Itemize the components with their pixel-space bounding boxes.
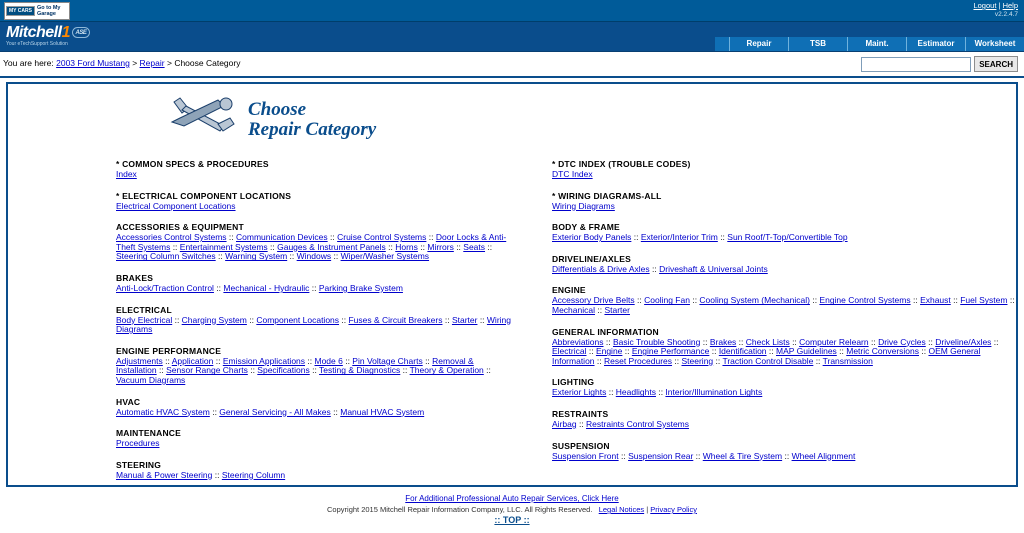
nav-left-cap-icon — [715, 37, 729, 51]
category-link-parking-brake-system[interactable]: Parking Brake System — [318, 282, 403, 293]
category-group-links — [116, 316, 512, 335]
category-link-steering[interactable]: Steering — [681, 355, 714, 366]
category-group-title: BRAKES — [116, 272, 154, 283]
top-right-links — [973, 1, 1018, 19]
category-link-mechanical[interactable]: Mechanical — [552, 304, 595, 315]
category-link-computer-relearn[interactable]: Computer Relearn — [799, 336, 869, 347]
category-group-links — [552, 420, 1016, 430]
category-link-engine-control-systems[interactable]: Engine Control Systems — [819, 295, 911, 306]
category-link-testing-diagnostics[interactable]: Testing & Diagnostics — [319, 365, 401, 376]
link-separator: :: — [618, 450, 629, 461]
page-title-text — [248, 100, 376, 140]
category-link-body-electrical[interactable]: Body Electrical — [116, 314, 173, 325]
link-separator: :: — [305, 355, 315, 366]
category-link-engine[interactable]: Engine — [595, 346, 623, 357]
link-separator: :: — [606, 387, 616, 398]
category-link-restraints-control-systems[interactable]: Restraints Control Systems — [586, 418, 690, 429]
category-link-wheel-alignment[interactable]: Wheel Alignment — [791, 450, 856, 461]
category-link-basic-trouble-shooting[interactable]: Basic Trouble Shooting — [612, 336, 701, 347]
category-link-seats[interactable]: Seats — [463, 241, 486, 252]
link-separator: :: — [212, 469, 222, 480]
link-separator: :: — [910, 295, 921, 306]
category-group-links — [116, 170, 512, 180]
category-link-vacuum-diagrams[interactable]: Vacuum Diagrams — [116, 374, 186, 385]
category-link-starter[interactable]: Starter — [604, 304, 630, 315]
category-link-steering-column[interactable]: Steering Column — [221, 469, 286, 480]
category-group-title: ENGINE PERFORMANCE — [116, 345, 222, 356]
tab-tsb[interactable]: TSB — [788, 37, 847, 51]
category-link-automatic-hvac-system[interactable]: Automatic HVAC System — [116, 406, 210, 417]
category-group-title: * ELECTRICAL COMPONENT LOCATIONS — [116, 190, 292, 201]
link-separator: :: — [339, 314, 349, 325]
category-group-title: STEERING — [116, 459, 162, 470]
link-separator: :: — [713, 355, 723, 366]
link-separator: :: — [919, 346, 929, 357]
category-link-sun-roof-t-top-convertible-top[interactable]: Sun Roof/T-Top/Convertible Top — [727, 232, 848, 243]
link-separator: :: — [709, 346, 719, 357]
category-link-drive-cycles[interactable]: Drive Cycles — [878, 336, 926, 347]
category-link-map-guidelines[interactable]: MAP Guidelines — [776, 346, 837, 357]
ase-badge: ASE — [72, 27, 90, 38]
category-link-dtc-index[interactable]: DTC Index — [552, 169, 593, 179]
category-link-procedures[interactable]: Procedures — [116, 438, 160, 449]
category-link-entertainment-systems[interactable]: Entertainment Systems — [179, 241, 268, 252]
link-separator: :: — [400, 365, 410, 376]
category-link-interior-illumination-lights[interactable]: Interior/Illumination Lights — [665, 387, 763, 398]
link-separator: :: — [287, 251, 297, 262]
link-separator: :: — [576, 418, 587, 429]
content-panel — [6, 82, 1018, 487]
category-link-index[interactable]: Index — [116, 169, 137, 179]
category-group-title: GENERAL INFORMATION — [552, 326, 659, 337]
category-group-engine — [552, 285, 1016, 315]
category-group-title: * WIRING DIAGRAMS-ALL — [552, 190, 662, 201]
link-separator: :: — [331, 251, 341, 262]
page-body — [0, 78, 1024, 526]
category-group-title: MAINTENANCE — [116, 428, 182, 439]
category-group-title: * COMMON SPECS & PROCEDURES — [116, 159, 269, 169]
breadcrumb-prefix: You are here: — [3, 58, 54, 68]
link-separator: :: — [170, 241, 180, 252]
pro-services-link[interactable]: For Additional Professional Auto Repair Services, Click Here — [405, 494, 619, 503]
tab-maint[interactable]: Maint. — [847, 37, 906, 51]
link-separator: :: — [309, 282, 319, 293]
category-link-headlights[interactable]: Headlights — [615, 387, 656, 398]
page-footer — [6, 487, 1018, 526]
link-separator: :: — [766, 346, 776, 357]
page-title — [8, 84, 1016, 149]
category-link-wheel-tire-system[interactable]: Wheel & Tire System — [702, 450, 783, 461]
category-link-exterior-body-panels[interactable]: Exterior Body Panels — [552, 232, 632, 243]
link-separator: :: — [209, 406, 220, 417]
category-link-wiring-diagrams[interactable]: Wiring Diagrams — [552, 200, 615, 211]
category-link-horns[interactable]: Horns — [395, 241, 418, 252]
category-group-driveline-axles — [552, 254, 1016, 275]
link-separator: :: — [634, 295, 645, 306]
category-group-links — [116, 357, 512, 386]
my-garage-label: Go to My Garage — [36, 5, 61, 17]
link-separator: :: — [215, 251, 226, 262]
link-separator: :: — [213, 282, 224, 293]
category-group-title: HVAC — [116, 396, 141, 407]
category-group-title: ENGINE — [552, 285, 586, 296]
link-separator: :: — [622, 346, 632, 357]
legal-separator: | — [646, 505, 649, 514]
category-link-adjustments[interactable]: Adjustments — [116, 355, 163, 366]
category-link-check-lists[interactable]: Check Lists — [745, 336, 790, 347]
link-separator: :: — [267, 241, 278, 252]
link-separator: :: — [693, 450, 703, 461]
category-link-cruise-control-systems[interactable]: Cruise Control Systems — [337, 232, 427, 243]
link-separator: :: — [1007, 295, 1015, 306]
help-link[interactable]: Help — [1002, 1, 1018, 10]
category-link-specifications[interactable]: Specifications — [257, 365, 310, 376]
link-separator: :: — [477, 314, 487, 325]
category-link-airbag[interactable]: Airbag — [552, 418, 577, 429]
link-separator: :: — [417, 241, 428, 252]
category-link-reset-procedures[interactable]: Reset Procedures — [603, 355, 673, 366]
breadcrumb-repair[interactable]: Repair — [139, 58, 165, 68]
category-link-traction-control-disable[interactable]: Traction Control Disable — [722, 355, 814, 366]
link-separator: :: — [789, 336, 800, 347]
search-area — [861, 56, 1018, 72]
category-link-wiper-washer-systems[interactable]: Wiper/Washer Systems — [340, 251, 430, 262]
link-separator: :: — [213, 355, 223, 366]
breadcrumb-bar — [0, 52, 1024, 78]
category-group-links — [116, 408, 512, 418]
category-link-windows[interactable]: Windows — [296, 251, 332, 262]
breadcrumb-vehicle[interactable]: 2003 Ford Mustang — [56, 58, 130, 68]
category-link-gauges-instrument-panels[interactable]: Gauges & Instrument Panels — [277, 241, 386, 252]
category-link-starter[interactable]: Starter — [451, 314, 478, 325]
category-group-electrical-component-locations — [116, 191, 512, 212]
brand-name: Mitchell — [6, 24, 62, 41]
link-separator: :: — [453, 241, 464, 252]
category-link-theory-operation[interactable]: Theory & Operation — [409, 365, 484, 376]
main-nav-tabs — [715, 37, 1024, 51]
mitchell-logo[interactable] — [6, 24, 90, 47]
link-separator: :: — [603, 336, 613, 347]
category-group-hvac — [116, 397, 512, 418]
link-separator: :: — [631, 232, 641, 243]
category-link-abbreviations[interactable]: Abbreviations — [552, 336, 604, 347]
category-group-links — [116, 202, 512, 212]
page-title-line-1: Choose — [248, 98, 307, 120]
category-group-common-specs-procedures — [116, 159, 512, 180]
breadcrumb-sep-2: > — [166, 58, 172, 68]
category-group-title: DRIVELINE/AXLES — [552, 253, 632, 264]
breadcrumb-sep-1: > — [132, 58, 138, 68]
category-group-engine-performance — [116, 346, 512, 386]
category-link-metric-conversions[interactable]: Metric Conversions — [846, 346, 919, 357]
breadcrumb — [3, 58, 240, 68]
link-separator: :: — [809, 295, 820, 306]
category-group-links — [552, 296, 1016, 315]
wrench-icon — [168, 96, 238, 143]
category-link-accessory-drive-belts[interactable]: Accessory Drive Belts — [552, 295, 635, 306]
category-group-links — [116, 471, 512, 481]
category-link-fuel-system[interactable]: Fuel System — [960, 295, 1008, 306]
category-link-cooling-system-mechanical[interactable]: Cooling System (Mechanical) — [699, 295, 810, 306]
category-link-cooling-fan[interactable]: Cooling Fan — [644, 295, 690, 306]
category-link-engine-performance[interactable]: Engine Performance — [631, 346, 710, 357]
category-link-emission-applications[interactable]: Emission Applications — [222, 355, 306, 366]
link-separator: :: — [672, 355, 682, 366]
link-separator: :: — [925, 336, 936, 347]
tab-repair[interactable]: Repair — [729, 37, 788, 51]
tab-worksheet[interactable]: Worksheet — [965, 37, 1024, 51]
category-group-dtc-index-trouble-codes — [552, 159, 1016, 180]
brand-tagline: Your eTechSupport Solution — [6, 41, 68, 47]
link-separator: :: — [689, 295, 700, 306]
category-group-links — [552, 233, 1016, 243]
link-separator: :: — [330, 406, 341, 417]
link-separator: :: — [172, 314, 182, 325]
category-group-steering — [116, 460, 512, 481]
link-separator: :: — [700, 336, 710, 347]
category-group-links — [116, 439, 512, 449]
category-link-suspension-front[interactable]: Suspension Front — [552, 450, 619, 461]
category-link-exterior-lights[interactable]: Exterior Lights — [552, 387, 607, 398]
link-separator: :: — [162, 355, 172, 366]
category-link-exhaust[interactable]: Exhaust — [920, 295, 951, 306]
category-group-links — [552, 202, 1016, 212]
category-link-general-servicing-all-makes[interactable]: General Servicing - All Makes — [219, 406, 331, 417]
category-group-title: ACCESSORIES & EQUIPMENT — [116, 222, 244, 233]
category-columns — [8, 149, 1016, 487]
left-column — [8, 159, 512, 487]
category-link-charging-system[interactable]: Charging System — [181, 314, 247, 325]
link-separator: :: — [717, 232, 728, 243]
link-separator: :: — [586, 346, 596, 357]
category-link-driveshaft-universal-joints[interactable]: Driveshaft & Universal Joints — [659, 263, 768, 274]
link-separator: :: — [442, 314, 452, 325]
category-group-lighting — [552, 377, 1016, 398]
page-title-line-2: Repair Category — [248, 118, 377, 140]
link-separator: :: — [485, 241, 493, 252]
category-group-title: * DTC INDEX (TROUBLE CODES) — [552, 159, 691, 169]
category-link-pin-voltage-charts[interactable]: Pin Voltage Charts — [352, 355, 423, 366]
my-garage-button[interactable] — [4, 2, 70, 20]
breadcrumb-current: Choose Category — [174, 58, 241, 68]
link-separator: :: — [247, 365, 258, 376]
link-separator: :: — [483, 365, 491, 376]
category-link-application[interactable]: Application — [171, 355, 214, 366]
category-group-brakes — [116, 273, 512, 294]
category-link-electrical[interactable]: Electrical — [552, 346, 587, 357]
category-group-links — [116, 284, 512, 294]
category-link-mechanical-hydraulic[interactable]: Mechanical - Hydraulic — [223, 282, 310, 293]
category-group-title: RESTRAINTS — [552, 408, 609, 419]
privacy-policy-link[interactable]: Privacy Policy — [650, 505, 697, 514]
category-link-mirrors[interactable]: Mirrors — [427, 241, 454, 252]
right-column — [512, 159, 1016, 487]
link-separator: :: — [426, 232, 436, 243]
category-link-manual-hvac-system[interactable]: Manual HVAC System — [340, 406, 425, 417]
category-link-oem-general-information[interactable]: OEM General Information — [552, 346, 981, 366]
category-group-title: SUSPENSION — [552, 440, 610, 451]
logout-link[interactable]: Logout — [973, 1, 997, 10]
link-separator: :: — [309, 365, 320, 376]
link-separator: :: — [246, 314, 257, 325]
category-group-links — [552, 388, 1016, 398]
category-link-brakes[interactable]: Brakes — [709, 336, 737, 347]
link-separator: :: — [991, 336, 999, 347]
category-link-removal-installation[interactable]: Removal & Installation — [116, 355, 474, 376]
link-separator: :: — [226, 232, 236, 243]
category-group-maintenance — [116, 428, 512, 449]
category-link-mode-6[interactable]: Mode 6 — [314, 355, 343, 366]
link-separator: :: — [649, 263, 660, 274]
category-link-steering-column-switches[interactable]: Steering Column Switches — [116, 251, 216, 262]
category-link-component-locations[interactable]: Component Locations — [256, 314, 340, 325]
link-separator: :: — [950, 295, 961, 306]
category-group-links — [552, 170, 1016, 180]
category-link-exterior-interior-trim[interactable]: Exterior/Interior Trim — [640, 232, 718, 243]
category-link-fuses-circuit-breakers[interactable]: Fuses & Circuit Breakers — [348, 314, 443, 325]
category-group-wiring-diagrams-all — [552, 191, 1016, 212]
legal-notices-link[interactable]: Legal Notices — [598, 505, 645, 514]
link-separator: :: — [655, 387, 666, 398]
category-group-links — [552, 452, 1016, 462]
category-link-accessories-control-systems[interactable]: Accessories Control Systems — [116, 232, 227, 243]
category-link-warning-system[interactable]: Warning System — [225, 251, 288, 262]
category-link-manual-power-steering[interactable]: Manual & Power Steering — [116, 469, 213, 480]
version-label: v2.2.4.7 — [994, 11, 1018, 18]
tab-estimator[interactable]: Estimator — [906, 37, 965, 51]
category-group-links — [116, 233, 512, 262]
copyright-text: Copyright 2015 Mitchell Repair Information Company, LLC. All Rights Reserved. — [327, 505, 593, 514]
link-separator: :: — [594, 355, 604, 366]
link-separator: :: — [422, 355, 433, 366]
my-cars-logo: MY CARS — [6, 6, 35, 16]
top-bar — [0, 0, 1024, 22]
category-group-electrical — [116, 305, 512, 335]
category-link-communication-devices[interactable]: Communication Devices — [236, 232, 328, 243]
link-separator: :: — [868, 336, 879, 347]
category-group-links — [552, 265, 1016, 275]
category-group-title: BODY & FRAME — [552, 222, 620, 233]
back-to-top-link[interactable]: :: TOP :: — [494, 515, 530, 525]
category-link-suspension-rear[interactable]: Suspension Rear — [628, 450, 694, 461]
brand-name-suffix: 1 — [61, 24, 70, 41]
link-separator: :: — [385, 241, 396, 252]
link-separator: :: — [736, 336, 746, 347]
category-group-title: LIGHTING — [552, 377, 595, 388]
link-separator: :: — [782, 450, 792, 461]
category-group-title: ELECTRICAL — [116, 304, 172, 315]
category-group-suspension — [552, 441, 1016, 462]
category-group-body-frame — [552, 222, 1016, 243]
category-link-identification[interactable]: Identification — [718, 346, 767, 357]
category-link-transmission[interactable]: Transmission — [822, 355, 873, 366]
links-separator: | — [998, 1, 1001, 10]
category-link-anti-lock-traction-control[interactable]: Anti-Lock/Traction Control — [116, 282, 214, 293]
link-separator: :: — [327, 232, 338, 243]
category-link-driveline-axles[interactable]: Driveline/Axles — [935, 336, 992, 347]
search-input[interactable] — [861, 57, 971, 72]
category-group-accessories-equipment — [116, 222, 512, 262]
category-link-sensor-range-charts[interactable]: Sensor Range Charts — [166, 365, 248, 376]
category-group-restraints — [552, 409, 1016, 430]
category-link-door-locks-anti-theft-systems[interactable]: Door Locks & Anti-Theft Systems — [116, 232, 507, 252]
category-link-electrical-component-locations[interactable]: Electrical Component Locations — [116, 200, 236, 211]
category-link-wiring-diagrams[interactable]: Wiring Diagrams — [116, 314, 511, 335]
link-separator: :: — [342, 355, 353, 366]
category-link-differentials-drive-axles[interactable]: Differentials & Drive Axles — [552, 263, 650, 274]
category-group-general-information — [552, 327, 1016, 367]
brand-bar — [0, 22, 1024, 52]
link-separator: :: — [595, 304, 605, 315]
category-group-links — [552, 338, 1016, 367]
link-separator: :: — [813, 355, 823, 366]
link-separator: :: — [156, 365, 167, 376]
search-button[interactable]: SEARCH — [974, 56, 1018, 72]
link-separator: :: — [836, 346, 847, 357]
